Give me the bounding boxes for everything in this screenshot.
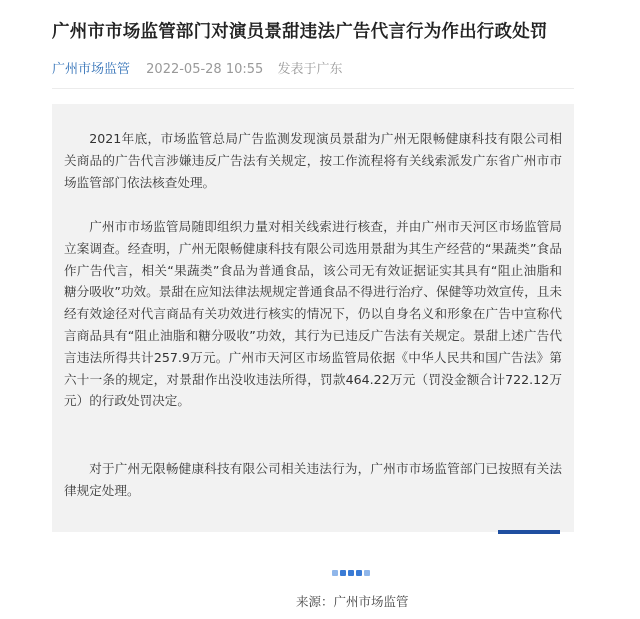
divider-dots — [332, 570, 370, 576]
article-body-box — [52, 104, 574, 532]
divider-dot — [364, 570, 370, 576]
article-meta — [52, 58, 342, 77]
source-link[interactable]: 广州市场监管 — [52, 62, 131, 77]
source-footer: 来源：广州市场监管 — [296, 594, 409, 609]
divider-dot — [340, 570, 346, 576]
box-accent-bar — [498, 530, 560, 534]
publish-date: 2022-05-28 10:55 — [146, 62, 264, 77]
body-paragraph-3: 对于广州无限畅健康科技有限公司相关违法行为，广州市市场监管部门已按照有关法律规定处理。 — [64, 461, 562, 498]
divider-dot — [348, 570, 354, 576]
divider-dot — [332, 570, 338, 576]
body-paragraph-2: 广州市市场监管局随即组织力量对相关线索进行核查，并由广州市天河区市场监管局立案调查。经查明，广州无限畅健康科技有限公司选用景甜为其生产经营的“果蔬类”食品作广告代言，相关“果蔬类”食品为普通食品，该公司无有效证据证实其具有“阻止油脂和糖分吸收”功效。景甜在应知法律法规规定普通食品不得进行治疗、保健等功效宣传，且未经有效途径对代言商品有关功效进行核实的情况下，仍以自身名义和形象在广告中宣称代言商品具有“阻止油脂和糖分吸收”功效，其行为已违反广告法有关规定。景甜上述广告代言违法所得共计257.9万元。广州市天河区市场监管局依据《中华人民共和国广告法》第六十一条的规定，对景甜作出没收违法所得，罚款464.22万元（罚没金额合计722.12万元）的行政处罚决定。 — [64, 219, 562, 409]
body-paragraph-1: 2021年底，市场监管总局广告监测发现演员景甜为广州无限畅健康科技有限公司相关商品的广告代言涉嫌违反广告法有关规定，按工作流程将有关线索派发广东省广州市市场监管部门依法核查处理。 — [64, 131, 562, 190]
header-divider — [52, 88, 574, 89]
divider-dot — [356, 570, 362, 576]
publish-location: 发表于广东 — [277, 62, 343, 77]
article-title: 广州市市场监管部门对演员景甜违法广告代言行为作出行政处罚 — [52, 22, 548, 42]
